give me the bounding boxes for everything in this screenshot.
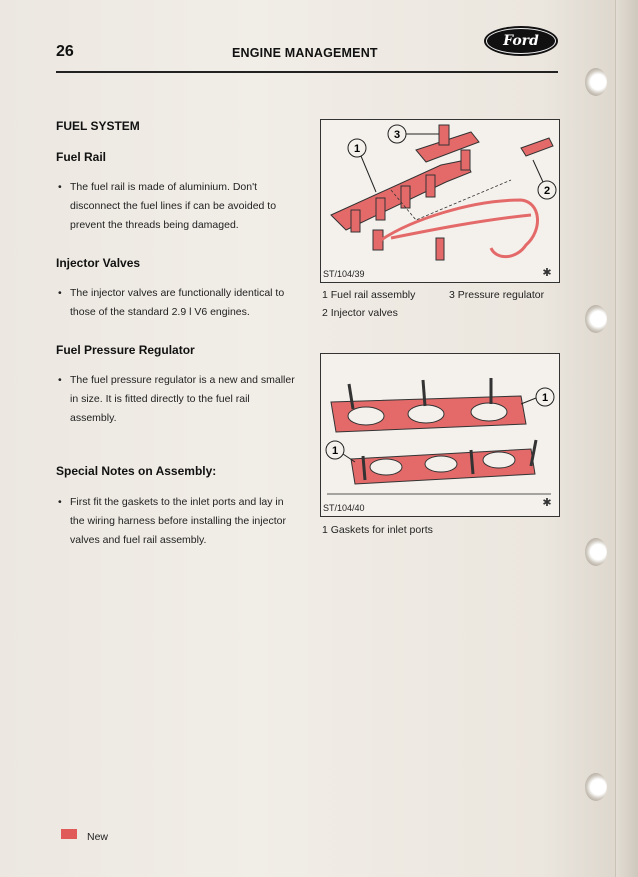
callout-label: 3 [393, 129, 401, 141]
ford-logo [484, 26, 558, 56]
recycle-icon: ✱ [542, 267, 552, 279]
connector [521, 138, 553, 156]
subsection-heading: Injector Valves [56, 256, 141, 270]
bullet-text: First fit the gaskets to the inlet ports and lay in the wiring harness before installing the injector valves and fuel rail assembly. [70, 496, 286, 546]
new-legend-swatch [61, 829, 77, 839]
stud [471, 450, 473, 474]
bullet-text: The injector valves are functionally identical to those of the standard 2.9 l V6 engines. [70, 287, 285, 318]
subsection-heading: Fuel Pressure Regulator [56, 343, 195, 357]
section-title: FUEL SYSTEM [56, 119, 140, 133]
callout-label: 1 [541, 392, 549, 404]
callout-label: 1 [331, 445, 339, 457]
bullet-text: The fuel rail is made of aluminium. Don't disconnect the fuel lines if can be avoided to prevent the threads being damaged. [70, 181, 277, 231]
binder-hole [585, 305, 607, 333]
stud [423, 380, 425, 406]
fitting [436, 238, 444, 260]
binder-hole [585, 68, 607, 96]
injector [401, 186, 410, 208]
port-opening [408, 405, 444, 423]
header-rule [56, 71, 558, 73]
callout-label: 2 [543, 185, 551, 197]
callout-line [533, 160, 543, 182]
bullet-item [56, 371, 296, 428]
wiring-harness [391, 215, 531, 238]
page-edge [615, 0, 638, 877]
bullet-item [56, 284, 296, 322]
figure-caption: 2 Injector valves [322, 307, 398, 319]
page-header-title: ENGINE MANAGEMENT [232, 46, 378, 60]
page-number: 26 [56, 43, 74, 60]
recycle-icon: ✱ [542, 497, 552, 509]
binder-hole [585, 538, 607, 566]
callout-label: 1 [353, 143, 361, 155]
subsection-heading: Special Notes on Assembly: [56, 464, 217, 478]
gasket-figure [320, 353, 560, 517]
injector [461, 150, 470, 170]
bullet-dot: • [58, 181, 62, 193]
bullet-dot: • [58, 374, 62, 386]
bullet-item [56, 493, 296, 550]
bullet-dot: • [58, 496, 62, 508]
figure-caption: 3 Pressure regulator [449, 289, 545, 301]
injector [351, 210, 360, 232]
stud [363, 456, 365, 480]
figure-caption: 1 Gaskets for inlet ports [322, 524, 433, 536]
port-opening [370, 459, 402, 475]
callout-line [521, 398, 536, 404]
ford-logo-text: Ford [486, 28, 556, 54]
fuel-rail-figure [320, 119, 560, 283]
bullet-item [56, 178, 296, 235]
figure-caption: 1 Fuel rail assembly [322, 289, 416, 301]
figure-reference: ST/104/40 [323, 503, 365, 513]
port-opening [348, 407, 384, 425]
bullet-dot: • [58, 287, 62, 299]
port-opening [483, 452, 515, 468]
subsection-heading: Fuel Rail [56, 150, 107, 164]
gasket-illustration [321, 354, 559, 516]
pressure-regulator [439, 125, 449, 145]
injector [426, 175, 435, 197]
callout-line [361, 156, 376, 192]
injector [376, 198, 385, 220]
new-legend-label: New [87, 831, 109, 843]
port-opening [471, 403, 507, 421]
binder-hole [585, 773, 607, 801]
figure-reference: ST/104/39 [323, 269, 365, 279]
port-opening [425, 456, 457, 472]
fuel-rail-illustration [321, 120, 559, 282]
callout-line [343, 454, 355, 462]
bullet-text: The fuel pressure regulator is a new and smaller in size. It is fitted directly to the fuel rail assembly. [70, 374, 295, 424]
